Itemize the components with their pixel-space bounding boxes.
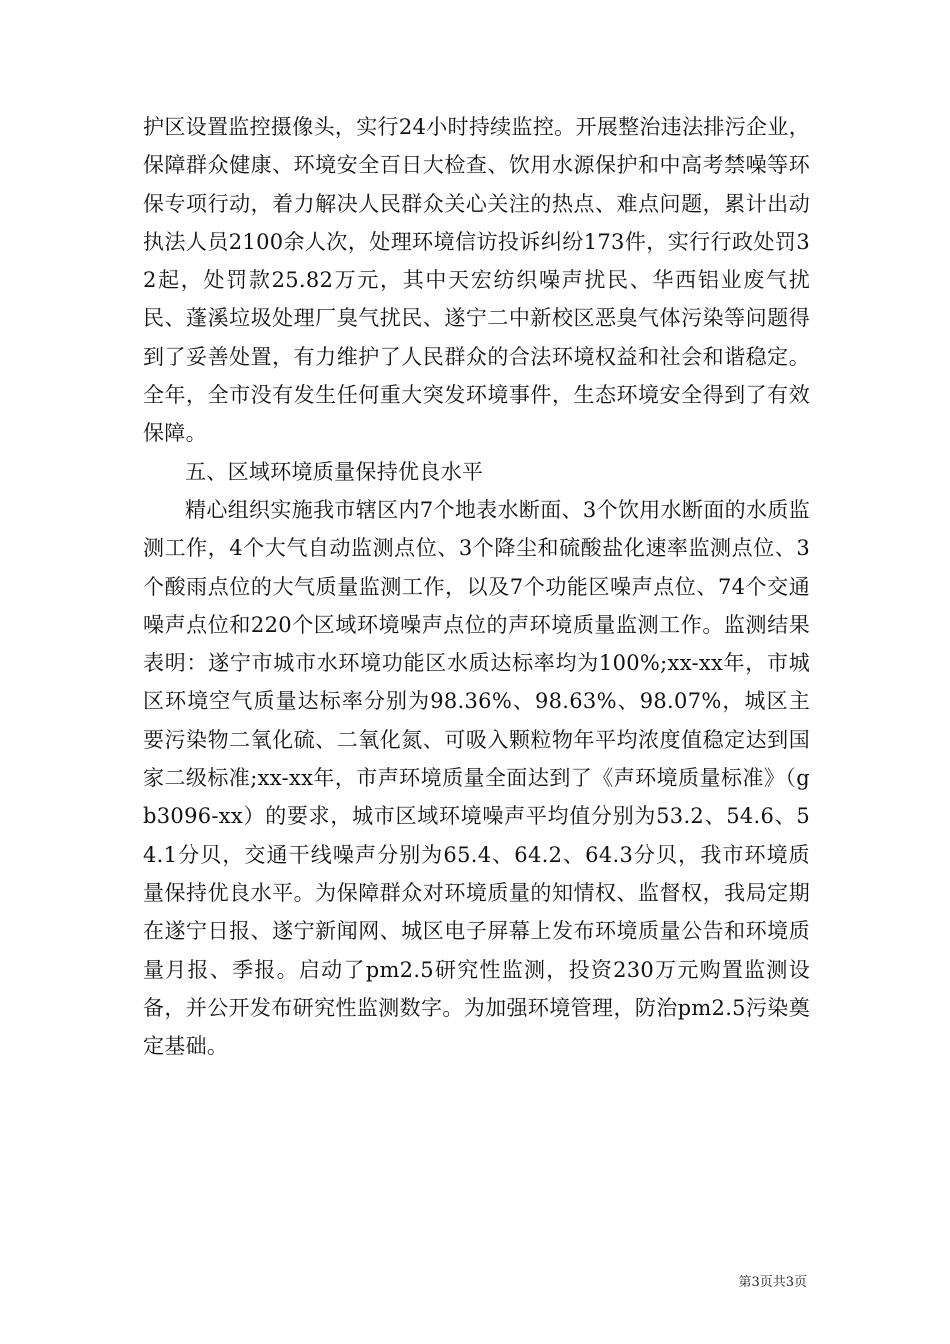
section-heading: 五、区域环境质量保持优良水平 [185, 459, 484, 484]
section-paragraph: 精心组织实施我市辖区内7个地表水断面、3个饮用水断面的水质监测工作，4个大气自动监测点位、3个降尘和硫酸盐化速率监测点位、3个酸雨点位的大气质量监测工作，以及7个功能区噪声点位、74个交通噪声点位和220个区域环境噪声点位的声环境质量监测工作。监测结果表明：遂宁市城市水环境功能区水质达标率均为100%;xx-xx年，市城区环境空气质量达标率分别为98.36%、98.63%、98.07%，城区主要污染物二氧化硫、二氧化氮、可吸入颗粒物年平均浓度值稳定达到国家二级标准;xx-xx年，市声环境质量全面达到了《声环境质量标准》（gb3096-xx）的要求，城市区域环境噪声平均值分别为53.2、54.6、54.1分贝，交通干线噪声分别为65.4、64.2、64.3分贝，我市环境质量保持优良水平。为保障群众对环境质量的知情权、监督权，我局定期在遂宁日报、遂宁新闻网、城区电子屏幕上发布环境质量公告和环境质量月报、季报。启动了pm2.5研究性监测，投资230万元购置监测设备，并公开发布研究性监测数字。为加强环境管理，防治pm2.5污染奠定基础。 [143, 497, 810, 1059]
page-number-footer: 第3页共3页 [738, 1275, 807, 1290]
document-body [143, 108, 810, 1065]
paragraph-continuation: 护区设置监控摄像头，实行24小时持续监控。开展整治违法排污企业，保障群众健康、环境安全百日大检查、饮用水源保护和中高考禁噪等环保专项行动，着力解决人民群众关心关注的热点、难点问题，累计出动执法人员2100余人次，处理环境信访投诉纠纷173件，实行行政处罚32起，处罚款25.82万元，其中天宏纺织噪声扰民、华西铝业废气扰民、蓬溪垃圾处理厂臭气扰民、遂宁二中新校区恶臭气体污染等问题得到了妥善处置，有力维护了人民群众的合法环境权益和社会和谐稳定。全年，全市没有发生任何重大突发环境事件，生态环境安全得到了有效保障。 [143, 115, 810, 446]
